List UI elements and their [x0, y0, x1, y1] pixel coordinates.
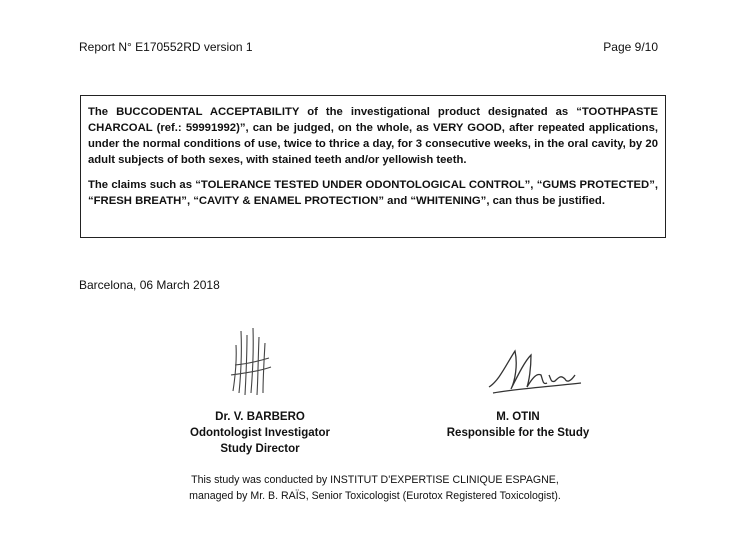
conclusion-paragraph-2: The claims such as “TOLERANCE TESTED UNDER ODONTOLOGICAL CONTROL”, “GUMS PROTECTED”, “FRESH BREATH”, “CAVITY & ENAMEL PROTECTION” and “WHITENING”, can thus be justified.	[88, 179, 658, 207]
signatory-name: M. OTIN	[496, 411, 540, 423]
footer-line-1: This study was conducted by INSTITUT D'EXPERTISE CLINIQUE ESPAGNE,	[191, 474, 559, 486]
barbero-signature	[225, 323, 285, 403]
signatory-role: Odontologist Investigator	[190, 427, 330, 439]
signatory-otin	[428, 409, 608, 441]
footer-line-2: managed by Mr. B. RAÏS, Senior Toxicologist (Eurotox Registered Toxicologist).	[189, 490, 561, 502]
otin-signature	[485, 343, 595, 403]
report-number: Report N° E170552RD version 1	[79, 40, 253, 54]
signatory-name: Dr. V. BARBERO	[215, 411, 305, 423]
conclusion-box	[80, 95, 666, 238]
conclusion-paragraph-1: The BUCCODENTAL ACCEPTABILITY of the investigational product designated as “TOOTHPASTE CHARCOAL (ref.: 59991992)”, can be judged, on the whole, as VERY GOOD, after repeated applications, under the normal conditions of use, twice to thrice a day, for 3 consecutive weeks, in the oral cavity, by 20 adult subjects of both sexes, with stained teeth and/or yellowish teeth.	[88, 106, 658, 166]
signatory-barbero	[170, 409, 350, 457]
page-number: Page 9/10	[603, 40, 658, 54]
place-date: Barcelona, 06 March 2018	[79, 278, 220, 292]
signatory-role: Responsible for the Study	[446, 427, 590, 439]
signatory-role: Study Director	[220, 443, 300, 455]
